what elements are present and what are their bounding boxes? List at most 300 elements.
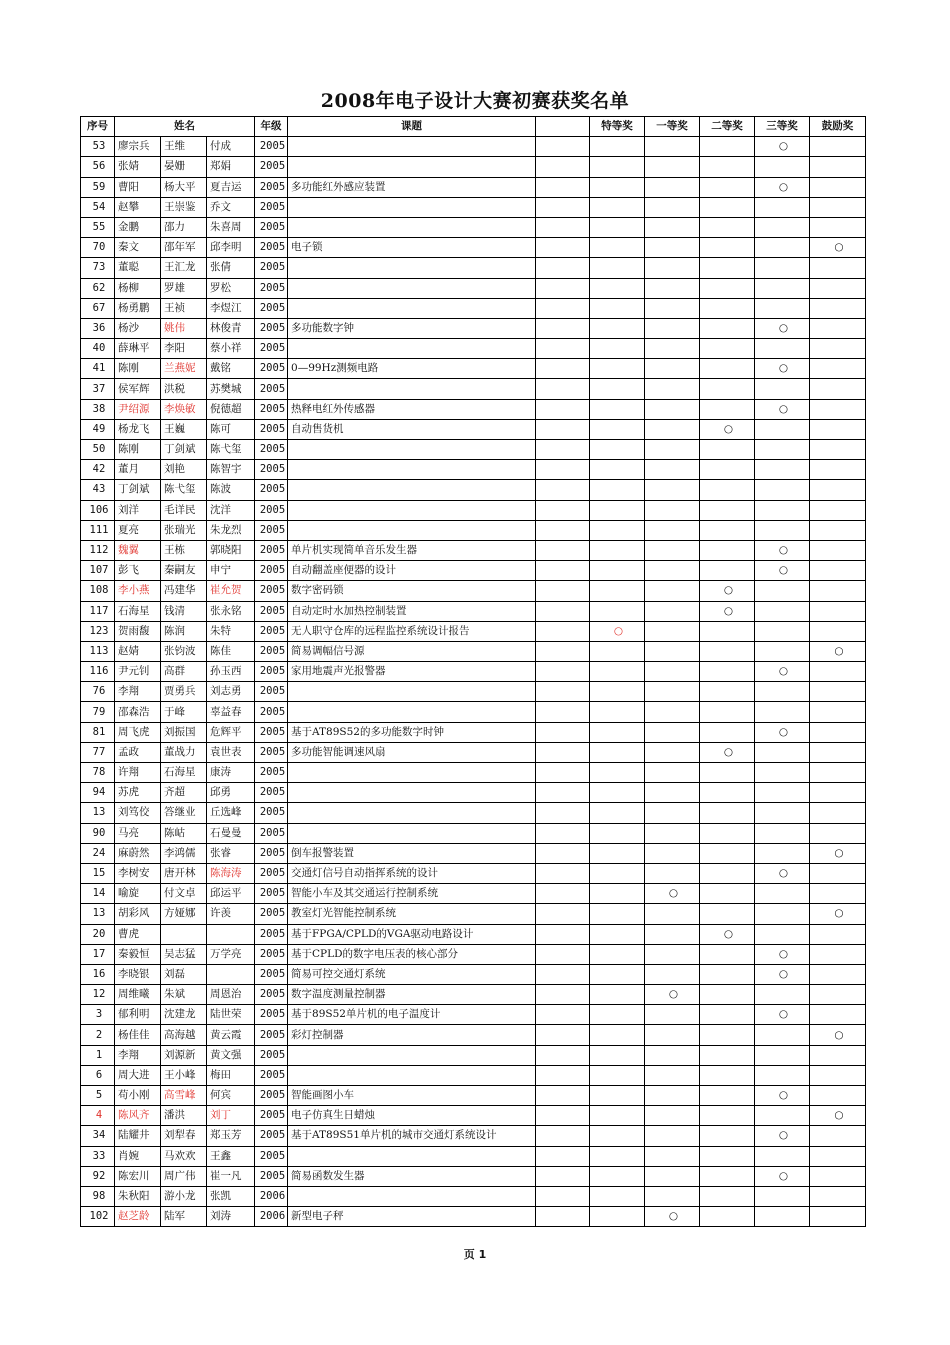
blank-cell (536, 763, 590, 783)
member-name-2: 晏姗 (161, 157, 207, 177)
member-name-3: 夏吉运 (207, 177, 255, 197)
award-special-cell (590, 863, 645, 883)
award-mark: ○ (778, 967, 789, 980)
award-third-cell (755, 500, 810, 520)
table-row (81, 520, 866, 540)
award-encourage-cell (810, 217, 866, 237)
grade-cell: 2005 (255, 460, 288, 480)
blank-cell (536, 964, 590, 984)
topic-cell (288, 823, 536, 843)
award-special-cell (590, 480, 645, 500)
member-name-2: 石海星 (161, 763, 207, 783)
member-name-3: 乔文 (207, 197, 255, 217)
grade-cell: 2005 (255, 1005, 288, 1025)
member-name-3: 周恩治 (207, 985, 255, 1005)
member-name-2: 王汇龙 (161, 258, 207, 278)
member-name-2: 张瑞光 (161, 520, 207, 540)
member-name-3: 戴铭 (207, 359, 255, 379)
award-second-cell (700, 379, 755, 399)
award-mark: ○ (778, 362, 789, 375)
award-second-cell (700, 863, 755, 883)
table-row (81, 884, 866, 904)
row-number: 50 (81, 440, 115, 460)
award-second-cell (700, 1045, 755, 1065)
table-row (81, 783, 866, 803)
award-mark: ○ (778, 725, 789, 738)
award-encourage-cell (810, 1186, 866, 1206)
blank-cell (536, 601, 590, 621)
award-special-cell (590, 540, 645, 560)
member-name-3: 郑玉芳 (207, 1126, 255, 1146)
award-second-cell (700, 843, 755, 863)
member-name-3: 王鑫 (207, 1146, 255, 1166)
member-name-2: 刘磊 (161, 964, 207, 984)
grade-cell: 2005 (255, 884, 288, 904)
award-third-cell (755, 197, 810, 217)
award-mark: ○ (778, 867, 789, 880)
grade-cell: 2005 (255, 1166, 288, 1186)
member-name-1: 周飞虎 (115, 722, 161, 742)
award-mark: ○ (778, 564, 789, 577)
grade-cell: 2005 (255, 480, 288, 500)
header-name: 姓名 (115, 117, 255, 137)
blank-cell (536, 1086, 590, 1106)
award-second-cell (700, 1166, 755, 1186)
member-name-1: 董聪 (115, 258, 161, 278)
member-name-3: 梅田 (207, 1065, 255, 1085)
member-name-2: 王巍 (161, 419, 207, 439)
award-second-cell (700, 1005, 755, 1025)
topic-cell: 彩灯控制器 (288, 1025, 536, 1045)
award-special-cell (590, 823, 645, 843)
award-third-cell (755, 863, 810, 883)
blank-cell (536, 540, 590, 560)
grade-cell: 2005 (255, 1146, 288, 1166)
award-special-cell (590, 904, 645, 924)
award-first-cell (645, 621, 700, 641)
award-third-cell (755, 1166, 810, 1186)
award-second-cell (700, 520, 755, 540)
award-special-cell (590, 1045, 645, 1065)
award-encourage-cell (810, 763, 866, 783)
topic-cell: 交通灯信号自动指挥系统的设计 (288, 863, 536, 883)
award-encourage-cell (810, 964, 866, 984)
header-row (81, 117, 866, 137)
grade-cell: 2005 (255, 157, 288, 177)
award-third-cell (755, 904, 810, 924)
blank-cell (536, 1186, 590, 1206)
member-name-1: 夏亮 (115, 520, 161, 540)
table-row (81, 177, 866, 197)
award-special-cell (590, 197, 645, 217)
award-encourage-cell (810, 298, 866, 318)
grade-cell: 2005 (255, 1126, 288, 1146)
table-row (81, 581, 866, 601)
grade-cell: 2005 (255, 601, 288, 621)
award-mark: ○ (723, 422, 734, 435)
award-third-cell (755, 682, 810, 702)
grade-cell: 2005 (255, 540, 288, 560)
award-first-cell (645, 783, 700, 803)
award-first-cell (645, 157, 700, 177)
award-special-cell (590, 339, 645, 359)
row-number: 53 (81, 137, 115, 157)
award-mark: ○ (723, 927, 734, 940)
award-encourage-cell (810, 318, 866, 338)
member-name-1: 尹元钊 (115, 662, 161, 682)
award-mark: ○ (668, 887, 679, 900)
award-first-cell (645, 137, 700, 157)
topic-cell (288, 157, 536, 177)
award-special-cell (590, 359, 645, 379)
award-special-cell (590, 419, 645, 439)
award-second-cell (700, 722, 755, 742)
award-mark: ○ (723, 745, 734, 758)
award-mark: ○ (668, 988, 679, 1001)
row-number: 40 (81, 339, 115, 359)
blank-cell (536, 1106, 590, 1126)
award-first-cell (645, 1005, 700, 1025)
topic-cell: 热释电红外传感器 (288, 399, 536, 419)
award-second-cell (700, 359, 755, 379)
table-row (81, 742, 866, 762)
award-third-cell (755, 339, 810, 359)
award-special-cell (590, 1207, 645, 1227)
award-first-cell (645, 985, 700, 1005)
member-name-2: 王祯 (161, 298, 207, 318)
table-row (81, 157, 866, 177)
topic-cell: 简易调幅信号源 (288, 641, 536, 661)
member-name-3: 林俊青 (207, 318, 255, 338)
blank-cell (536, 1045, 590, 1065)
blank-cell (536, 399, 590, 419)
award-second-cell (700, 621, 755, 641)
award-special-cell (590, 520, 645, 540)
member-name-2: 杨大平 (161, 177, 207, 197)
member-name-1: 李树安 (115, 863, 161, 883)
table-row (81, 258, 866, 278)
award-mark: ○ (834, 1028, 844, 1041)
award-third-cell (755, 823, 810, 843)
member-name-2: 丁剑斌 (161, 440, 207, 460)
award-third-cell (755, 520, 810, 540)
topic-cell: 电子仿真生日蜡烛 (288, 1106, 536, 1126)
topic-cell (288, 339, 536, 359)
award-first-cell (645, 1146, 700, 1166)
award-third-cell (755, 217, 810, 237)
award-first-cell (645, 520, 700, 540)
award-third-cell (755, 783, 810, 803)
blank-cell (536, 641, 590, 661)
award-second-cell (700, 924, 755, 944)
award-third-cell (755, 702, 810, 722)
award-encourage-cell (810, 1065, 866, 1085)
member-name-1: 赵攀 (115, 197, 161, 217)
topic-cell: 多功能智能调速风扇 (288, 742, 536, 762)
award-third-cell (755, 157, 810, 177)
blank-cell (536, 1207, 590, 1227)
member-name-1: 张婧 (115, 157, 161, 177)
grade-cell: 2005 (255, 278, 288, 298)
row-number: 16 (81, 964, 115, 984)
table-row (81, 863, 866, 883)
row-number: 62 (81, 278, 115, 298)
award-encourage-cell (810, 1106, 866, 1126)
award-first-cell (645, 702, 700, 722)
member-name-3: 陈弋玺 (207, 440, 255, 460)
member-name-1: 尹绍源 (115, 399, 161, 419)
award-second-cell (700, 601, 755, 621)
award-third-cell (755, 419, 810, 439)
award-second-cell (700, 803, 755, 823)
award-mark: ○ (668, 1210, 679, 1223)
award-third-cell (755, 137, 810, 157)
member-name-2: 沈建龙 (161, 1005, 207, 1025)
award-first-cell (645, 843, 700, 863)
award-second-cell (700, 480, 755, 500)
award-second-cell (700, 339, 755, 359)
award-encourage-cell (810, 1126, 866, 1146)
member-name-2: 冯建华 (161, 581, 207, 601)
topic-cell: 简易函数发生器 (288, 1166, 536, 1186)
award-second-cell (700, 1086, 755, 1106)
award-encourage-cell (810, 924, 866, 944)
award-first-cell (645, 500, 700, 520)
member-name-2: 王小峰 (161, 1065, 207, 1085)
member-name-3: 张凯 (207, 1186, 255, 1206)
award-encourage-cell (810, 783, 866, 803)
grade-cell: 2005 (255, 863, 288, 883)
award-encourage-cell (810, 278, 866, 298)
member-name-3: 袁世表 (207, 742, 255, 762)
topic-cell (288, 197, 536, 217)
row-number: 90 (81, 823, 115, 843)
member-name-2: 罗雄 (161, 278, 207, 298)
award-encourage-cell (810, 460, 866, 480)
award-special-cell (590, 884, 645, 904)
table-row (81, 419, 866, 439)
award-encourage-cell (810, 843, 866, 863)
award-second-cell (700, 1207, 755, 1227)
member-name-2: 方娅娜 (161, 904, 207, 924)
award-special-cell (590, 318, 645, 338)
award-second-cell (700, 318, 755, 338)
award-first-cell (645, 884, 700, 904)
member-name-1: 秦毅恒 (115, 944, 161, 964)
blank-cell (536, 197, 590, 217)
member-name-3: 朱龙烈 (207, 520, 255, 540)
row-number: 79 (81, 702, 115, 722)
award-encourage-cell (810, 884, 866, 904)
blank-cell (536, 359, 590, 379)
member-name-3: 朱特 (207, 621, 255, 641)
topic-cell (288, 500, 536, 520)
award-second-cell (700, 641, 755, 661)
topic-cell: 家用地震声光报警器 (288, 662, 536, 682)
grade-cell: 2005 (255, 500, 288, 520)
member-name-2: 王崇鉴 (161, 197, 207, 217)
grade-cell: 2006 (255, 1186, 288, 1206)
award-second-cell (700, 783, 755, 803)
award-encourage-cell (810, 904, 866, 924)
award-third-cell (755, 1106, 810, 1126)
award-encourage-cell (810, 399, 866, 419)
award-first-cell (645, 561, 700, 581)
grade-cell: 2005 (255, 742, 288, 762)
member-name-3: 罗松 (207, 278, 255, 298)
blank-cell (536, 1146, 590, 1166)
award-special-cell (590, 1186, 645, 1206)
member-name-2: 刘艳 (161, 460, 207, 480)
member-name-1: 朱秋阳 (115, 1186, 161, 1206)
blank-cell (536, 803, 590, 823)
award-encourage-cell (810, 379, 866, 399)
award-encourage-cell (810, 803, 866, 823)
blank-cell (536, 379, 590, 399)
blank-cell (536, 1166, 590, 1186)
member-name-1: 金鹏 (115, 217, 161, 237)
member-name-1: 苟小刚 (115, 1086, 161, 1106)
topic-cell (288, 803, 536, 823)
award-special-cell (590, 924, 645, 944)
award-mark: ○ (778, 1129, 789, 1142)
award-mark: ○ (723, 604, 734, 617)
member-name-1: 周大进 (115, 1065, 161, 1085)
topic-cell: 智能画图小车 (288, 1086, 536, 1106)
award-second-cell (700, 419, 755, 439)
award-encourage-cell (810, 258, 866, 278)
member-name-3: 崔一凡 (207, 1166, 255, 1186)
award-special-cell (590, 581, 645, 601)
member-name-2: 陈润 (161, 621, 207, 641)
award-second-cell (700, 944, 755, 964)
award-encourage-cell (810, 500, 866, 520)
member-name-2: 周广伟 (161, 1166, 207, 1186)
award-third-cell (755, 359, 810, 379)
header-grade: 年级 (255, 117, 288, 137)
member-name-2: 兰燕妮 (161, 359, 207, 379)
award-first-cell (645, 460, 700, 480)
member-name-3: 申宁 (207, 561, 255, 581)
topic-cell: 电子锁 (288, 238, 536, 258)
topic-cell: 多功能数字钟 (288, 318, 536, 338)
grade-cell: 2005 (255, 964, 288, 984)
award-third-cell (755, 742, 810, 762)
award-first-cell (645, 278, 700, 298)
table-row (81, 460, 866, 480)
award-first-cell (645, 197, 700, 217)
award-special-cell (590, 682, 645, 702)
topic-cell: 数字密码锁 (288, 581, 536, 601)
member-name-2: 王维 (161, 137, 207, 157)
award-third-cell (755, 1086, 810, 1106)
topic-cell: 教室灯光智能控制系统 (288, 904, 536, 924)
award-second-cell (700, 1146, 755, 1166)
award-encourage-cell (810, 641, 866, 661)
member-name-1: 邵森浩 (115, 702, 161, 722)
row-number: 59 (81, 177, 115, 197)
topic-cell: 基于AT89S51单片机的城市交通灯系统设计 (288, 1126, 536, 1146)
blank-cell (536, 157, 590, 177)
table-row (81, 682, 866, 702)
member-name-2: 洪税 (161, 379, 207, 399)
member-name-1: 魏翼 (115, 540, 161, 560)
grade-cell: 2005 (255, 621, 288, 641)
award-special-cell (590, 621, 645, 641)
member-name-2: 于峰 (161, 702, 207, 722)
award-encourage-cell (810, 944, 866, 964)
award-table (80, 116, 866, 1227)
grade-cell: 2005 (255, 561, 288, 581)
blank-cell (536, 742, 590, 762)
table-row (81, 1186, 866, 1206)
grade-cell: 2005 (255, 440, 288, 460)
member-name-2: 姚伟 (161, 318, 207, 338)
award-first-cell (645, 944, 700, 964)
award-third-cell (755, 1207, 810, 1227)
grade-cell: 2005 (255, 1065, 288, 1085)
member-name-1: 杨勇鹏 (115, 298, 161, 318)
row-number: 113 (81, 641, 115, 661)
member-name-1: 麻蔚然 (115, 843, 161, 863)
award-special-cell (590, 1146, 645, 1166)
member-name-2: 邵年军 (161, 238, 207, 258)
award-mark: ○ (778, 947, 789, 960)
award-special-cell (590, 157, 645, 177)
topic-cell (288, 520, 536, 540)
table-row (81, 339, 866, 359)
member-name-1: 苏虎 (115, 783, 161, 803)
grade-cell: 2005 (255, 197, 288, 217)
award-third-cell (755, 238, 810, 258)
award-third-cell (755, 460, 810, 480)
grade-cell: 2006 (255, 1207, 288, 1227)
member-name-1: 曹阳 (115, 177, 161, 197)
member-name-3 (207, 924, 255, 944)
member-name-1: 李小燕 (115, 581, 161, 601)
header-topic: 课题 (288, 117, 536, 137)
award-third-cell (755, 581, 810, 601)
award-second-cell (700, 561, 755, 581)
award-first-cell (645, 258, 700, 278)
member-name-3 (207, 964, 255, 984)
member-name-1: 石海星 (115, 601, 161, 621)
award-special-cell (590, 1005, 645, 1025)
grade-cell: 2005 (255, 783, 288, 803)
member-name-3: 崔允贺 (207, 581, 255, 601)
award-encourage-cell (810, 197, 866, 217)
award-second-cell (700, 702, 755, 722)
award-mark: ○ (834, 1109, 844, 1122)
award-first-cell (645, 863, 700, 883)
award-mark: ○ (834, 241, 844, 254)
blank-cell (536, 480, 590, 500)
award-encourage-cell (810, 722, 866, 742)
award-second-cell (700, 278, 755, 298)
award-second-cell (700, 763, 755, 783)
topic-cell (288, 258, 536, 278)
award-first-cell (645, 964, 700, 984)
award-first-cell (645, 440, 700, 460)
member-name-2 (161, 924, 207, 944)
row-number: 94 (81, 783, 115, 803)
award-third-cell (755, 884, 810, 904)
award-first-cell (645, 359, 700, 379)
blank-cell (536, 278, 590, 298)
award-third-cell (755, 763, 810, 783)
award-first-cell (645, 177, 700, 197)
row-number: 12 (81, 985, 115, 1005)
